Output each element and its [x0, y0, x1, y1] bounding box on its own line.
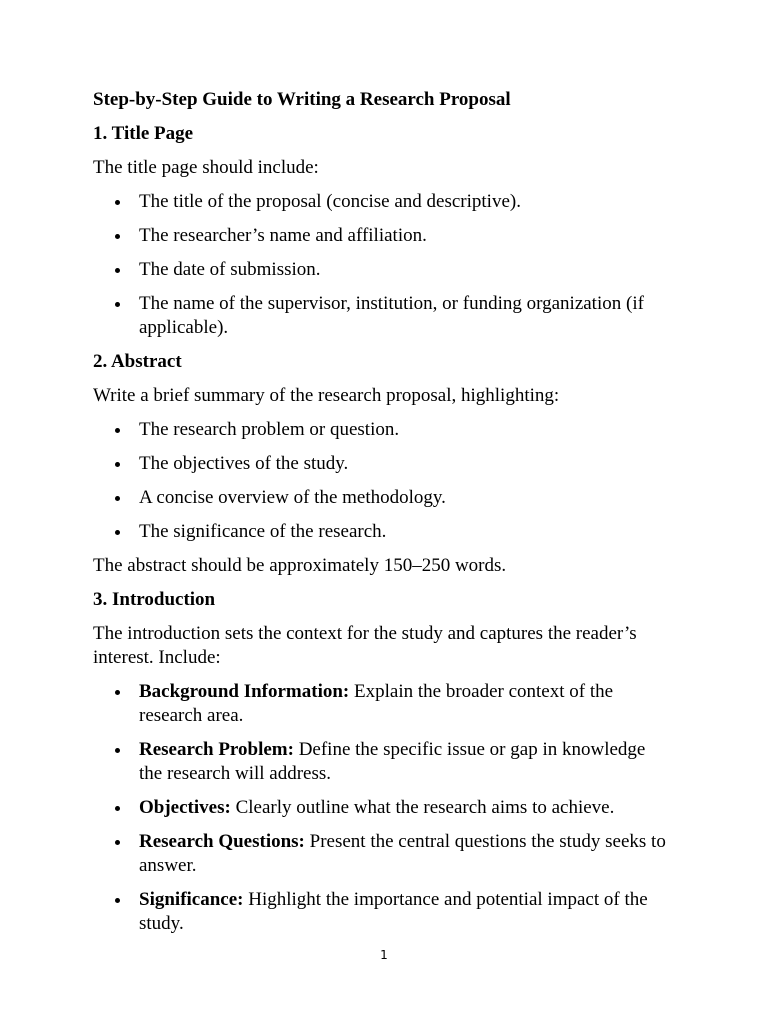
introduction-list [93, 680, 673, 936]
abstract-note: The abstract should be approximately 150–250 words. [93, 555, 507, 576]
list-item-term: Significance: [139, 889, 244, 910]
list-item [93, 292, 673, 340]
section-title-page [93, 122, 673, 340]
bullet-icon [115, 428, 120, 433]
list-item-text: Define the specific issue or gap in knowledge the research will address. [139, 739, 646, 784]
list-item-text: The significance of the research. [139, 521, 387, 542]
bullet-icon [115, 806, 120, 811]
list-item-term: Objectives: [139, 797, 231, 818]
list-item [93, 888, 673, 936]
section-heading-introduction: 3. Introduction [93, 589, 216, 610]
list-item-text: The date of submission. [139, 259, 321, 280]
section-introduction [93, 588, 673, 936]
list-item-term: Research Questions: [139, 831, 305, 852]
title-page-intro: The title page should include: [93, 157, 319, 178]
list-item [93, 452, 673, 476]
bullet-icon [115, 268, 120, 273]
list-item-text: Highlight the importance and potential impact of the study. [139, 889, 648, 934]
list-item-text: A concise overview of the methodology. [139, 487, 446, 508]
list-item-text: Explain the broader context of the research area. [139, 681, 614, 726]
list-item [93, 520, 673, 544]
list-item [93, 486, 673, 510]
list-item [93, 418, 673, 442]
bullet-icon [115, 690, 120, 695]
list-item-text: The researcher’s name and affiliation. [139, 225, 427, 246]
list-item [93, 738, 673, 786]
section-heading-title-page: 1. Title Page [93, 123, 194, 144]
bullet-icon [115, 302, 120, 307]
list-item-term: Background Information: [139, 681, 350, 702]
list-item-text: Clearly outline what the research aims to achieve. [230, 797, 615, 818]
abstract-list [93, 418, 673, 544]
list-item-term: Research Problem: [139, 739, 294, 760]
page-number: 1 [380, 948, 388, 962]
bullet-icon [115, 496, 120, 501]
bullet-icon [115, 840, 120, 845]
list-item [93, 258, 673, 282]
list-item-text: The name of the supervisor, institution, or funding organization (if applicable). [139, 293, 644, 338]
bullet-icon [115, 234, 120, 239]
bullet-icon [115, 898, 120, 903]
section-heading-abstract: 2. Abstract [93, 351, 182, 372]
list-item-text: The title of the proposal (concise and descriptive). [139, 191, 521, 212]
bullet-icon [115, 748, 120, 753]
list-item-text: The objectives of the study. [139, 453, 349, 474]
list-item-text: Present the central questions the study seeks to answer. [139, 831, 666, 876]
bullet-icon [115, 462, 120, 467]
list-item [93, 796, 673, 820]
section-abstract [93, 350, 673, 578]
list-item-text: The research problem or question. [139, 419, 400, 440]
list-item [93, 224, 673, 248]
abstract-intro: Write a brief summary of the research proposal, highlighting: [93, 385, 560, 406]
bullet-icon [115, 200, 120, 205]
title-page-list [93, 190, 673, 340]
document-title: Step-by-Step Guide to Writing a Research Proposal [93, 89, 511, 110]
bullet-icon [115, 530, 120, 535]
list-item [93, 830, 673, 878]
list-item [93, 190, 673, 214]
document-page [93, 88, 673, 946]
list-item [93, 680, 673, 728]
introduction-intro: The introduction sets the context for the study and captures the reader’s interest. Include: [93, 623, 637, 668]
